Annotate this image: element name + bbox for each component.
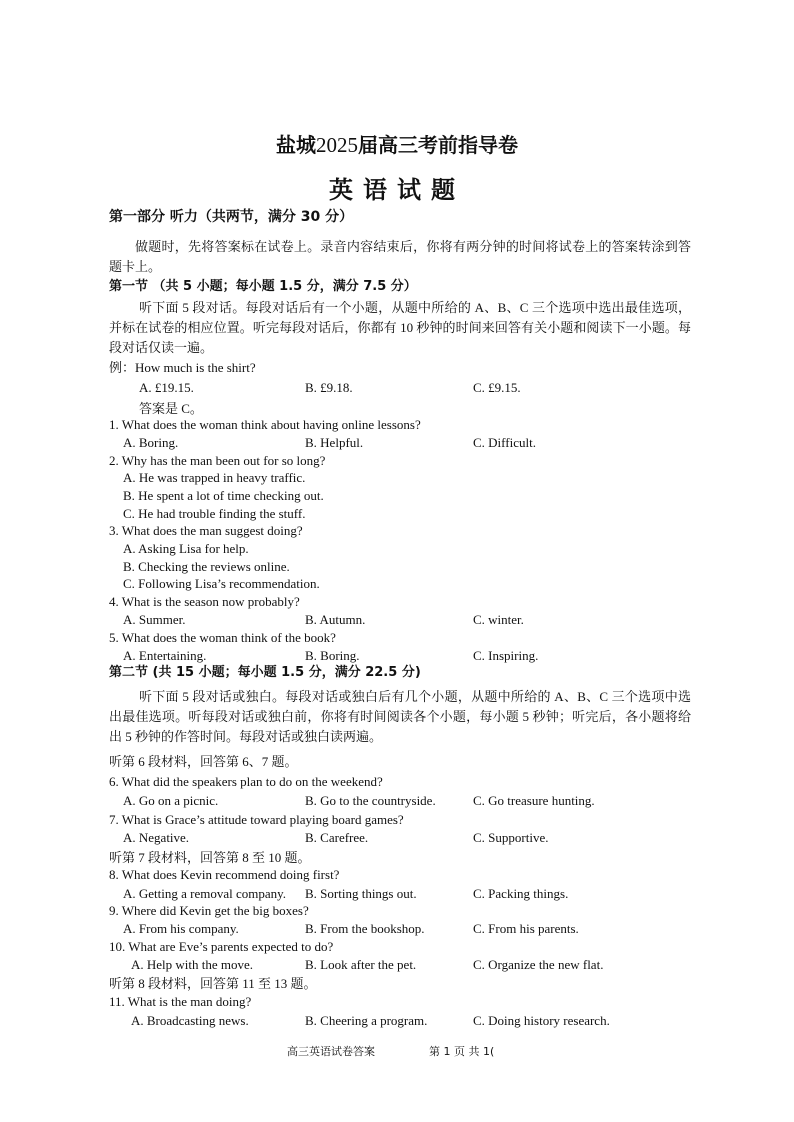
material-8-note: 听第 8 段材料，回答第 11 至 13 题。 [109, 976, 317, 991]
material-7-note: 听第 7 段材料，回答第 8 至 10 题。 [109, 850, 311, 865]
q4-option-b: B. Autumn. [305, 612, 366, 627]
q3-option-b: B. Checking the reviews online. [123, 559, 290, 574]
question-7: 7. What is Grace’s attitude toward playing board games? [109, 812, 404, 827]
q4-option-a: A. Summer. [123, 612, 186, 627]
material-6-note: 听第 6 段材料，回答第 6、7 题。 [109, 754, 298, 769]
q8-option-a: A. Getting a removal company. [123, 886, 287, 901]
q5-option-c: C. Inspiring. [473, 648, 539, 663]
q6-option-a: A. Go on a picnic. [123, 793, 219, 808]
question-6: 6. What did the speakers plan to do on the weekend? [109, 774, 383, 789]
q3-option-c: C. Following Lisa’s recommendation. [123, 576, 320, 591]
q7-option-b: B. Carefree. [305, 830, 369, 845]
q4-option-c: C. winter. [473, 612, 524, 627]
q9-option-a: A. From his company. [123, 921, 239, 936]
q5-option-a: A. Entertaining. [123, 648, 207, 663]
q8-option-c: C. Packing things. [473, 886, 569, 901]
q2-option-c: C. He had trouble finding the stuff. [123, 506, 306, 521]
q2-option-a: A. He was trapped in heavy traffic. [123, 470, 306, 485]
question-10: 10. What are Eve’s parents expected to do? [109, 939, 334, 954]
question-1: 1. What does the woman think about having online lessons? [109, 417, 421, 432]
question-11: 11. What is the man doing? [109, 994, 252, 1009]
section1-heading: 第一节 （共 5 小题；每小题 1.5 分，满分 7.5 分） [109, 279, 417, 294]
question-4: 4. What is the season now probably? [109, 594, 300, 609]
q6-option-c: C. Go treasure hunting. [473, 793, 595, 808]
part1-instructions: 做题时，先将答案标在试卷上。录音内容结束后，你将有两分钟的时间将试卷上的答案转涂到答题卡上。 [109, 239, 691, 274]
exam-title: 盐城2025届高三考前指导卷 [276, 133, 518, 157]
question-2: 2. Why has the man been out for so long? [109, 453, 326, 468]
footer-label: 高三英语试卷答案 [287, 1045, 375, 1058]
q1-option-c: C. Difficult. [473, 435, 536, 450]
q11-option-b: B. Cheering a program. [305, 1013, 428, 1028]
q8-option-b: B. Sorting things out. [305, 886, 417, 901]
q10-option-a: A. Help with the move. [131, 957, 254, 972]
question-5: 5. What does the woman think of the book? [109, 630, 336, 645]
section2-instructions: 听下面 5 段对话或独白。每段对话或独白后有几个小题，从题中所给的 A、B、C 三个选项中选出最佳选项。听每段对话或独白前，你将有时间阅读各个小题，每小题 5 秒钟；听完后，各小题将给出 5 秒钟的作答时间。每段对话或独白读两遍。 [109, 689, 691, 744]
section1-instructions: 听下面 5 段对话。每段对话后有一个小题，从题中所给的 A、B、C 三个选项中选出最佳选项，并标在试卷的相应位置。听完每段对话后，你都有 10 秒钟的时间来回答有关小题和阅读下一小题。每段对话仅读一遍。 [109, 300, 691, 355]
q9-option-c: C. From his parents. [473, 921, 579, 936]
q5-option-b: B. Boring. [305, 648, 360, 663]
q10-option-b: B. Look after the pet. [305, 957, 417, 972]
example-question: 例：How much is the shirt? [109, 360, 256, 375]
example-answer: 答案是 C。 [139, 401, 203, 416]
q2-option-b: B. He spent a lot of time checking out. [123, 488, 324, 503]
q6-option-b: B. Go to the countryside. [305, 793, 436, 808]
q1-option-a: A. Boring. [123, 435, 179, 450]
example-option-a: A. £19.15. [139, 380, 194, 395]
question-3: 3. What does the man suggest doing? [109, 523, 303, 538]
q9-option-b: B. From the bookshop. [305, 921, 425, 936]
part1-heading: 第一部分 听力（共两节，满分 30 分） [109, 209, 354, 225]
q11-option-a: A. Broadcasting news. [131, 1013, 249, 1028]
example-option-c: C. £9.15. [473, 380, 521, 395]
q1-option-b: B. Helpful. [305, 435, 364, 450]
q7-option-c: C. Supportive. [473, 830, 549, 845]
q11-option-c: C. Doing history research. [473, 1013, 610, 1028]
q10-option-c: C. Organize the new flat. [473, 957, 604, 972]
exam-subtitle: 英语试题 [329, 176, 465, 204]
example-option-b: B. £9.18. [305, 380, 353, 395]
q7-option-a: A. Negative. [123, 830, 190, 845]
footer-page-number: 第 1 页 共 1( [429, 1045, 495, 1058]
section2-heading: 第二节 (共 15 小题；每小题 1.5 分，满分 22.5 分) [109, 665, 421, 680]
question-8: 8. What does Kevin recommend doing first? [109, 867, 340, 882]
question-9: 9. Where did Kevin get the big boxes? [109, 903, 309, 918]
q3-option-a: A. Asking Lisa for help. [123, 541, 249, 556]
